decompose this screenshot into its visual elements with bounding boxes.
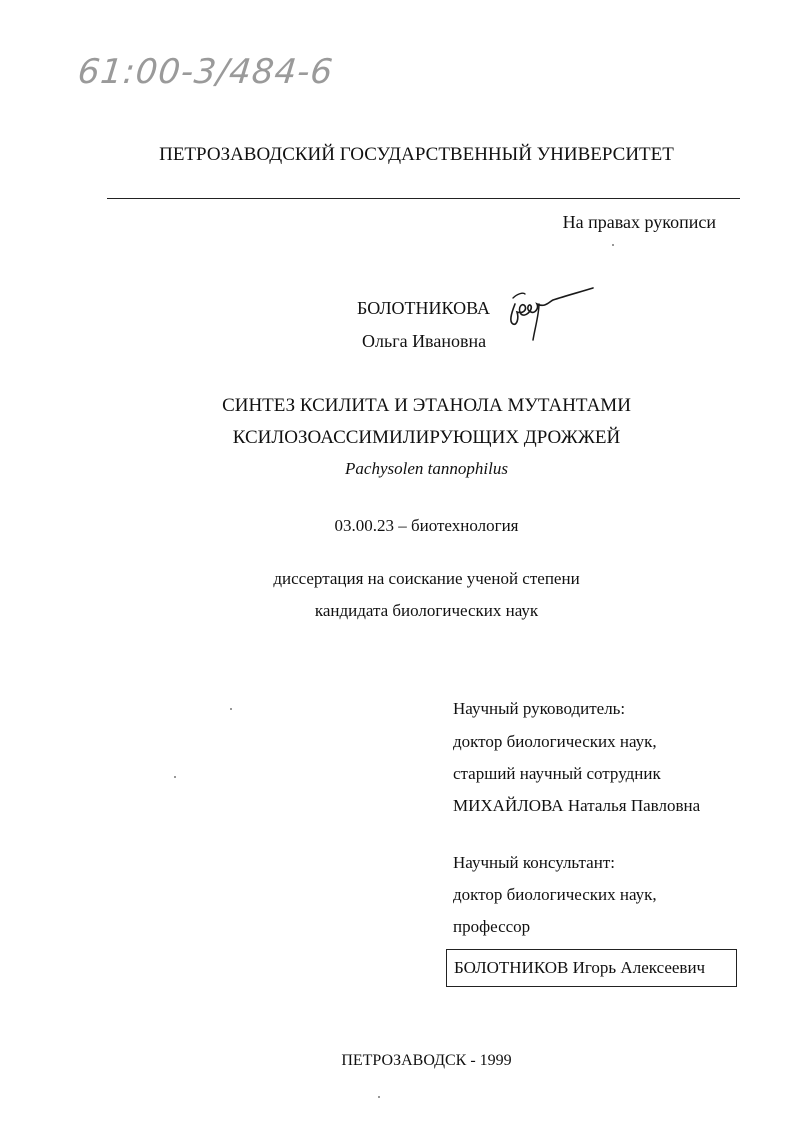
supervisor-degree: доктор биологических наук, (453, 732, 657, 751)
consultant-position: профессор (453, 917, 531, 936)
specialty-code: 03.00.23 – биотехнология (334, 516, 519, 535)
dissertation-title-line-2: КСИЛОЗОАССИМИЛИРУЮЩИХ ДРОЖЖЕЙ (232, 427, 621, 448)
degree-line-2: кандидата биологических наук (314, 601, 539, 620)
header-divider (107, 198, 740, 199)
consultant-degree: доктор биологических наук, (453, 885, 657, 904)
author-given-names: Ольга Ивановна (362, 331, 487, 351)
consultant-name-box: БОЛОТНИКОВ Игорь Алексеевич (446, 949, 737, 987)
supervisor-name: МИХАЙЛОВА Наталья Павловна (453, 796, 701, 815)
consultant-role: Научный консультант: (453, 853, 615, 872)
scan-speck (230, 708, 232, 710)
supervisor-position: старший научный сотрудник (453, 764, 661, 783)
scan-speck (612, 244, 614, 246)
supervisor-role: Научный руководитель: (453, 699, 626, 718)
author-signature (505, 284, 605, 344)
dissertation-title-species: Pachysolen tannophilus (345, 459, 508, 478)
scan-speck (378, 1096, 380, 1098)
dissertation-title-line-1: СИНТЕЗ КСИЛИТА И ЭТАНОЛА МУТАНТАМИ (222, 395, 631, 416)
university-name: ПЕТРОЗАВОДСКИЙ ГОСУДАРСТВЕННЫЙ УНИВЕРСИТЕТ (159, 144, 674, 165)
degree-line-1: диссертация на соискание ученой степени (273, 569, 580, 588)
scan-speck (174, 776, 176, 778)
archive-code-handwritten: 61:00-3/484-6 (75, 52, 336, 92)
author-surname: БОЛОТНИКОВА (357, 298, 490, 318)
place-and-year: ПЕТРОЗАВОДСК - 1999 (341, 1052, 512, 1069)
rights-note: На правах рукописи (562, 212, 716, 232)
